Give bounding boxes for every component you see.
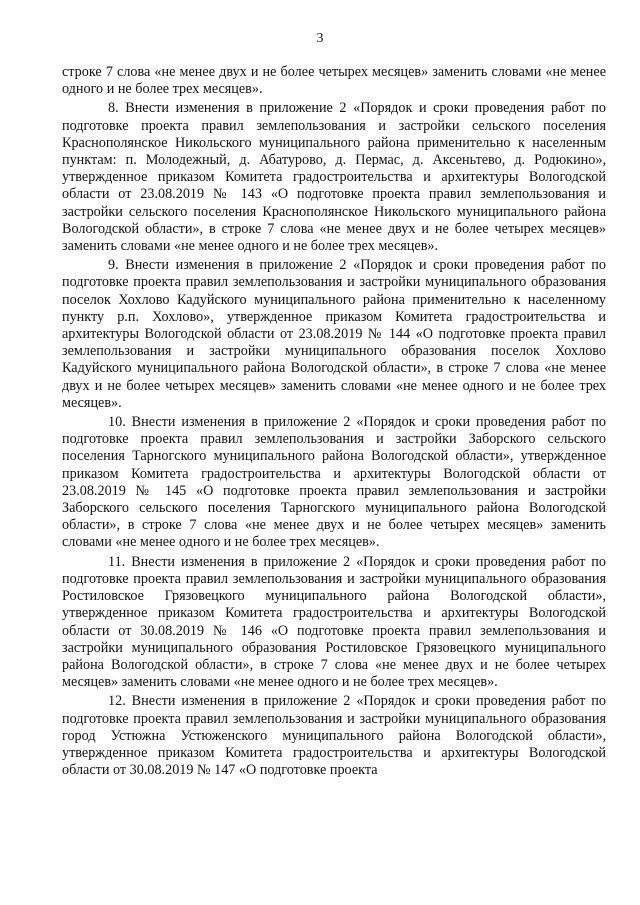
paragraph-item-10: 10. Внести изменения в приложение 2 «Порядок и сроки проведения работ по подготовке проекта правил землепользования и застройки Заборского сельского поселения Тарногского муниципального района Вологодской области», утвержденное приказом Комитета градостроительства и архитектуры Вологодской области от 23.08.2019 № 145 «О подготовке проекта правил землепользования и застройки Заборского сельского поселения Тарногского муниципального района Вологодской области», в строке 7 слова «не менее двух и не более четырех месяцев» заменить словами «не менее одного и не более трех месяцев». <box>62 414 606 551</box>
paragraph-item-9: 9. Внести изменения в приложение 2 «Порядок и сроки проведения работ по подготовке проекта правил землепользования и застройки муниципального образования поселок Хохлово Кадуйского муниципального района применительно к населенному пункту р.п. Хохлово», утвержденное приказом Комитета градостроительства и архитектуры Вологодской области от 23.08.2019 № 144 «О подготовке проекта правил землепользования и застройки муниципального образования поселок Хохлово Кадуйского муниципального района Вологодской области», в строке 7 слова «не менее двух и не более четырех месяцев» заменить словами «не менее одного и не более трех месяцев». <box>62 257 606 411</box>
paragraph-continuation: строке 7 слова «не менее двух и не более четырех месяцев» заменить словами «не менее одного и не более трех месяцев». <box>62 64 606 98</box>
document-body <box>62 64 606 779</box>
paragraph-item-12: 12. Внести изменения в приложение 2 «Порядок и сроки проведения работ по подготовке проекта правил землепользования и застройки муниципального образования город Устюжна Устюженского муниципального района Вологодской области», утвержденное приказом Комитета градостроительства и архитектуры Вологодской области от 30.08.2019 № 147 «О подготовке проекта <box>62 693 606 779</box>
paragraph-item-8: 8. Внести изменения в приложение 2 «Порядок и сроки проведения работ по подготовке проекта правил землепользования и застройки сельского поселения Краснополянское Никольского муниципального района применительно к населенным пунктам: п. Молодежный, д. Абатурово, д. Пермас, д. Аксеньтево, д. Родюкино», утвержденное приказом Комитета градостроительства и архитектуры Вологодской области от 23.08.2019 № 143 «О подготовке проекта правил землепользования и застройки сельского поселения Краснополянское Никольского муниципального района Вологодской области», в строке 7 слова «не менее двух и не более четырех месяцев» заменить словами «не менее одного и не более трех месяцев». <box>62 100 606 255</box>
paragraph-item-11: 11. Внести изменения в приложение 2 «Порядок и сроки проведения работ по подготовке проекта правил землепользования и застройки муниципального образования Ростиловское Грязовецкого муниципального района Вологодской области», утвержденное приказом Комитета градостроительства и архитектуры Вологодской области от 30.08.2019 № 146 «О подготовке проекта правил землепользования и застройки муниципального образования Ростиловское Грязовецкого муниципального района Вологодской области», в строке 7 слова «не менее двух и не более четырех месяцев» заменить словами «не менее одного и не более трех месяцев». <box>62 553 606 691</box>
page-number: 3 <box>316 31 324 46</box>
